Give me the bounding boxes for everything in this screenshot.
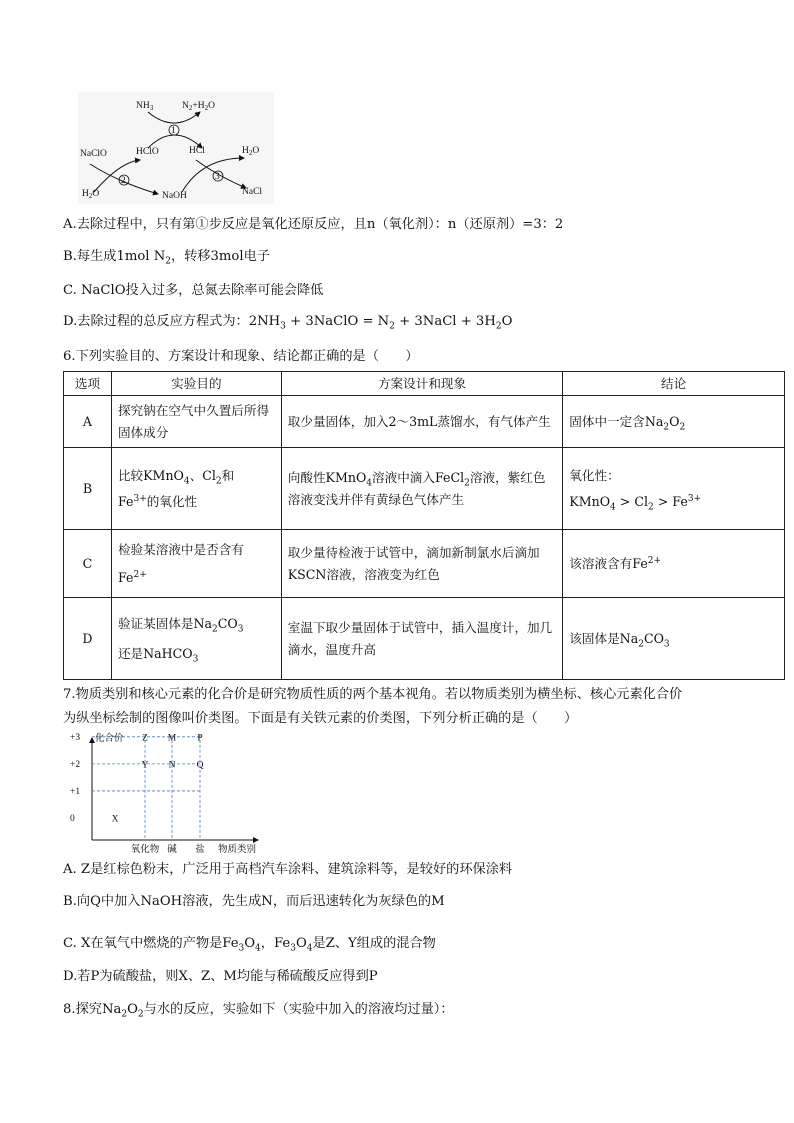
- x-axis-label: 物质类别: [218, 845, 257, 855]
- q8-stem: 8.探究$Na_2O_2$与水的反应，实验如下（实验中加入的溶液均过量）：: [63, 1002, 454, 1020]
- q7-stem-line2: 为纵坐标绘制的图像叫价类图。下面是有关铁元素的价类图，下列分析正确的是（ ）: [63, 711, 578, 726]
- q6-stem: 6.下列实验目的、方案设计和现象、结论都正确的是（ ）: [63, 349, 419, 364]
- q7-option-b: B.向Q中加入NaOH溶液，先生成N，而后迅速转化为灰绿色的M: [63, 894, 445, 909]
- q7-stem-line1: 7.物质类别和核心元素的化合价是研究物质性质的两个基本视角。若以物质类别为横坐标、核心元素化合价: [63, 687, 683, 702]
- label-h2o-right: $H_2O$: [242, 146, 260, 157]
- y-tick-label: 0: [70, 814, 75, 824]
- header-method: 方案设计和现象: [281, 372, 563, 396]
- y-axis-label: 化合价: [95, 734, 124, 744]
- table-row: [64, 530, 785, 598]
- q6-table: [63, 371, 785, 680]
- y-tick-label: +2: [70, 759, 81, 770]
- label-naclo: NaClO: [80, 149, 107, 159]
- row-a-method: 取少量固体，加入2～3mL蒸馏水，有气体产生: [281, 396, 563, 448]
- point-y: Y: [141, 760, 149, 771]
- header-option: 选项: [64, 372, 112, 396]
- q7-option-d: D.若P为硫酸盐，则X、Z、M均能与稀硫酸反应得到P: [63, 969, 378, 984]
- row-c-conclusion: 该溶液含有$Fe^{2+}$: [563, 530, 785, 598]
- row-c-method: 取少量待检液于试管中，滴加新制氯水后滴加KSCN溶液，溶液变为红色: [281, 530, 563, 598]
- table-row: [64, 598, 785, 680]
- y-tick-label: +1: [70, 786, 81, 797]
- row-c-option: C: [64, 530, 112, 598]
- q5-option-d: D.去除过程的总反应方程式为：$2NH_3$ + 3NaClO = $N_2$ + 3NaCl + $3H_2O$: [63, 314, 513, 332]
- label-n2-h2o: $N_2+H_2O$: [182, 101, 215, 112]
- row-c-purpose: 检验某溶液中是否含有 $Fe^{2+}$: [111, 530, 281, 598]
- q5-option-a: A.去除过程中，只有第①步反应是氧化还原反应，且n（氧化剂）：n（还原剂）=3：2: [63, 217, 564, 232]
- point-p: P: [197, 733, 203, 744]
- row-d-method: 室温下取少量固体于试管中，插入温度计，加几滴水，温度升高: [281, 598, 563, 680]
- row-b-method: 向酸性KMnO$_4$溶液中滴入FeCl$_2$溶液，紫红色溶液变浅并伴有黄绿色气体产生: [281, 448, 563, 530]
- table-header-row: [64, 372, 785, 396]
- table-row: [64, 448, 785, 530]
- row-a-purpose: 探究钠在空气中久置后所得固体成分: [111, 396, 281, 448]
- header-purpose: 实验目的: [111, 372, 281, 396]
- label-hcl: HCl: [189, 146, 205, 156]
- label-nh3: $NH_3$: [136, 101, 154, 112]
- row-a-option: A: [64, 396, 112, 448]
- valence-chart: [70, 730, 270, 856]
- q5-option-b: B.每生成1mol $N_2$，转移3mol电子: [63, 249, 270, 267]
- x-tick-label: 盐: [195, 845, 205, 855]
- label-nacl: NaCl: [242, 187, 263, 197]
- row-b-conclusion: 氧化性： KMnO$_4$ > $Cl_2 > Fe^{3+}$: [563, 448, 785, 530]
- q7-option-c: C. X在氧气中燃烧的产物是$Fe_3O_4$，$Fe_3O_4$是Z、Y组成的混合物: [63, 936, 436, 954]
- point-q: Q: [196, 760, 204, 771]
- header-conclusion: 结论: [563, 372, 785, 396]
- x-tick-label: 碱: [167, 845, 177, 855]
- row-d-conclusion: 该固体是$Na_2CO_3$: [563, 598, 785, 680]
- row-d-option: D: [64, 598, 112, 680]
- reaction-diagram: [78, 92, 274, 204]
- point-x: X: [111, 814, 119, 825]
- q7-option-a: A. Z是红棕色粉末，广泛用于高档汽车涂料、建筑涂料等，是较好的环保涂料: [63, 862, 513, 877]
- label-naoh: NaOH: [162, 191, 187, 201]
- label-circle3: 3: [215, 172, 220, 182]
- x-tick-label: 氧化物: [130, 845, 160, 855]
- table-row: [64, 396, 785, 448]
- label-h2o-left: $H_2O$: [82, 189, 100, 200]
- label-circle1: 1: [171, 126, 176, 136]
- label-circle2: 2: [121, 176, 126, 186]
- row-b-option: B: [64, 448, 112, 530]
- row-d-purpose: 验证某固体是$Na_2CO_3$ 还是NaHCO$_3$: [111, 598, 281, 680]
- point-n: N: [168, 760, 176, 771]
- point-z: Z: [142, 733, 148, 744]
- point-m: M: [167, 733, 177, 744]
- row-a-conclusion: 固体中一定含$Na_2O_2$: [563, 396, 785, 448]
- q5-option-c: C. NaClO投入过多，总氮去除率可能会降低: [63, 283, 324, 298]
- label-hclo: HClO: [136, 147, 159, 157]
- row-b-purpose: 比较KMnO$_4$、$Cl_2$和 $Fe^{3+}$的氧化性: [111, 448, 281, 530]
- y-tick-label: +3: [70, 732, 81, 743]
